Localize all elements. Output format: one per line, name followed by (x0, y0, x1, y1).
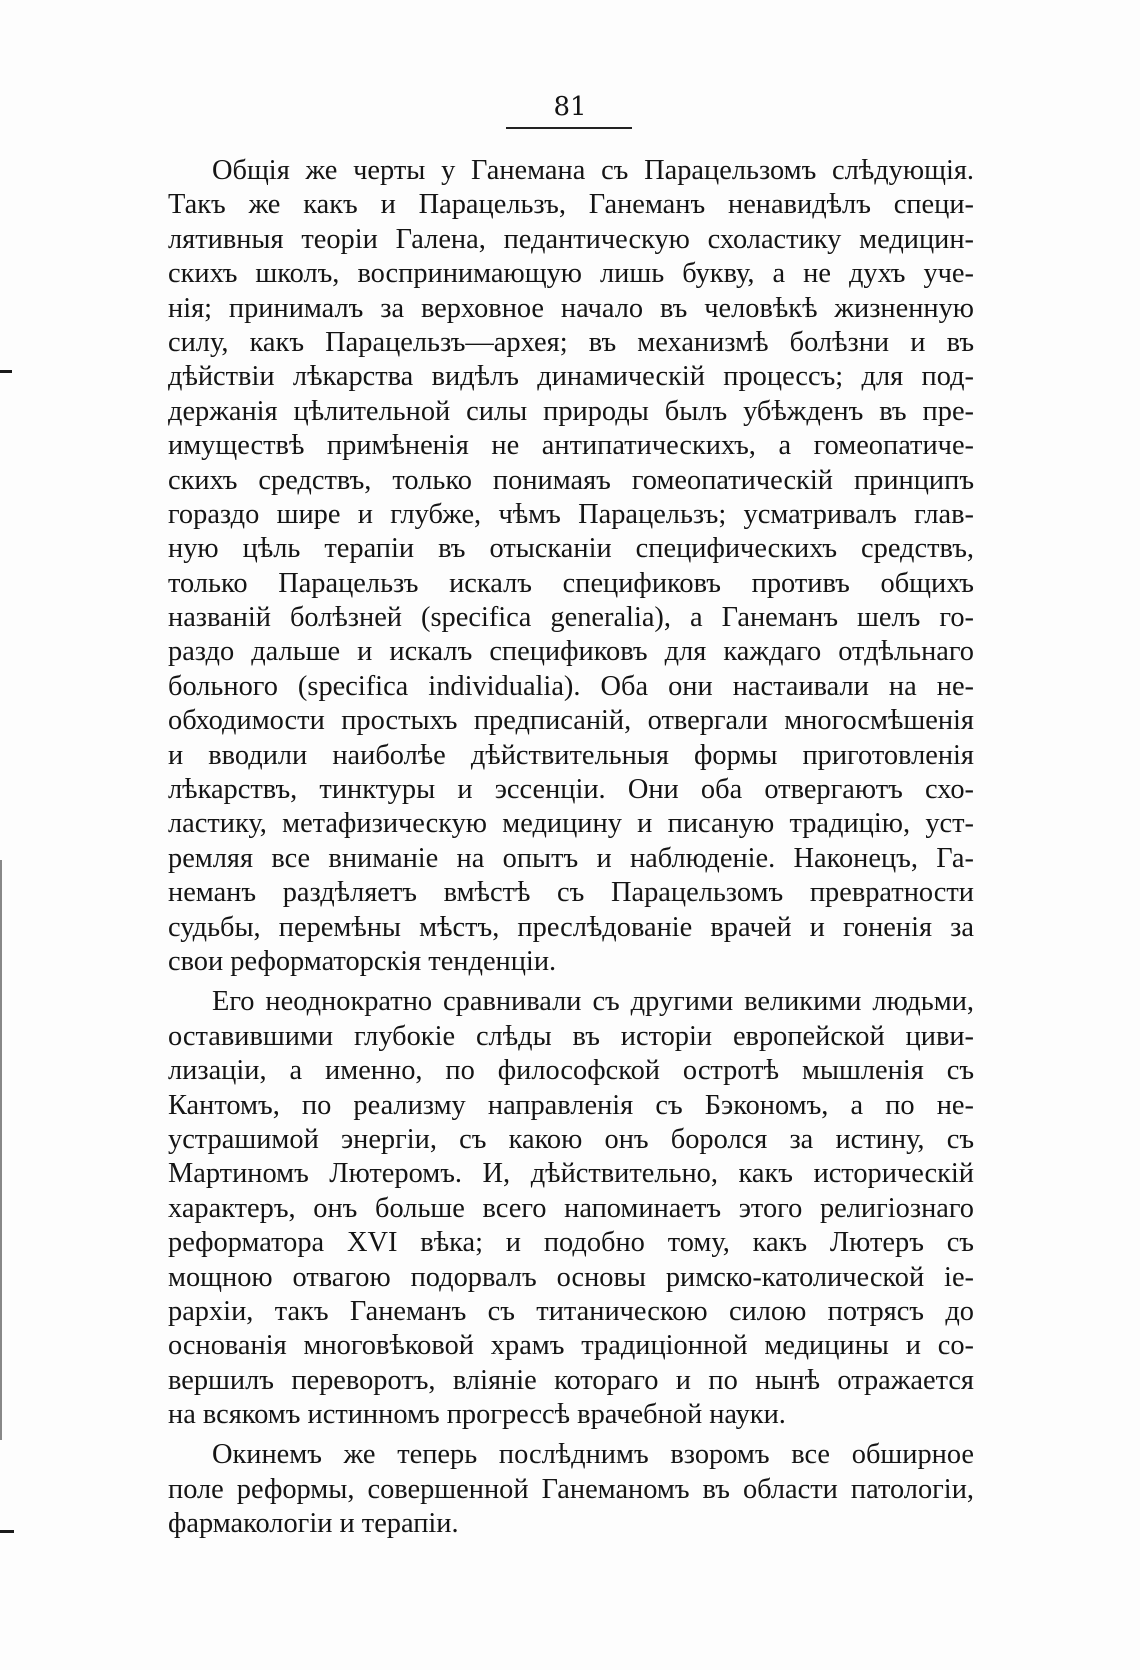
text-line: имуществѣ примѣненія не антипатическихъ, а гомеопатиче- (168, 430, 974, 462)
text-line: свои реформаторскія тенденціи. (168, 945, 557, 977)
paragraph (168, 1438, 974, 1541)
text-line: Его неоднократно сравнивали съ другими великими людьми, (212, 986, 974, 1018)
text-line: названій болѣзней (specifica generalia), а Ганеманъ шелъ го- (168, 602, 974, 634)
text-line: Кантомъ, по реализму направленія съ Бэкономъ, а по не- (168, 1089, 974, 1121)
text-line: дѣйствіи лѣкарства видѣлъ динамическій процессъ; для под- (168, 361, 974, 393)
text-line: только Парацельзъ искалъ спецификовъ противъ общихъ (168, 567, 974, 599)
left-margin-tick (0, 370, 12, 373)
text-line: оставившими глубокіе слѣды въ исторіи европейской циви- (168, 1020, 974, 1052)
text-line: скихъ школъ, воспринимающую лишь букву, а не духъ уче- (168, 258, 974, 290)
text-line: на всякомъ истинномъ прогрессѣ врачебной науки. (168, 1399, 786, 1431)
text-line: Окинемъ же теперь послѣднимъ взоромъ все обширное (212, 1439, 974, 1471)
text-line: гораздо шире и глубже, чѣмъ Парацельзъ; усматривалъ глав- (168, 498, 974, 530)
left-margin-tick (0, 1530, 14, 1533)
paragraph (168, 154, 974, 979)
text-line: лятивныя теоріи Галена, педантическую схоластику медицин- (168, 223, 974, 255)
left-margin-line (0, 860, 2, 1440)
text-line: поле реформы, совершенной Ганеманомъ въ области патологіи, (168, 1473, 974, 1505)
text-line: ную цѣль терапіи въ отысканіи специфическихъ средствъ, (168, 533, 974, 565)
text-line: основанія многовѣковой храмъ традиціонной медицины и со- (168, 1330, 974, 1362)
page-number: 81 (553, 92, 587, 122)
text-line: лѣкарствъ, тинктуры и эссенціи. Они оба отвергаютъ схо- (168, 774, 974, 806)
text-line: скихъ средствъ, только понимаяъ гомеопатическій принципъ (168, 464, 974, 496)
text-line: характеръ, онъ больше всего напоминаетъ этого религіознаго (168, 1192, 974, 1224)
body-text (168, 154, 974, 1548)
text-line: нія; принималъ за верховное начало въ человѣкѣ жизненную (168, 292, 974, 324)
text-line: неманъ раздѣляетъ вмѣстѣ съ Парацельзомъ превратности (168, 877, 974, 909)
text-line: и вводили наиболѣе дѣйствительныя формы приготовленія (168, 739, 974, 771)
text-line: реформатора XVI вѣка; и подобно тому, какъ Лютеръ съ (168, 1227, 974, 1259)
text-line: устрашимой энергіи, съ какою онъ боролся за истину, съ (168, 1123, 974, 1155)
paragraph (168, 985, 974, 1432)
text-line: фармакологіи и терапіи. (168, 1508, 459, 1540)
text-line: держанія цѣлительной силы природы былъ убѣжденъ въ пре- (168, 395, 974, 427)
text-line: судьбы, перемѣны мѣстъ, преслѣдованіе врачей и гоненія за (168, 911, 974, 943)
text-line: Общія же черты у Ганемана съ Парацельзомъ слѣдующія. (212, 155, 974, 186)
text-line: Такъ же какъ и Парацельзъ, Ганеманъ ненавидѣлъ специ- (168, 189, 974, 221)
text-line: лизаціи, а именно, по философской остротѣ мышленія съ (168, 1055, 974, 1087)
text-line: больного (specifica individualia). Оба они настаивали на не- (168, 670, 974, 702)
text-line: раздо дальше и искалъ спецификовъ для каждаго отдѣльнаго (168, 636, 974, 668)
text-line: Мартиномъ Лютеромъ. И, дѣйствительно, какъ историческій (168, 1158, 974, 1190)
text-line: ремляя все вниманіе на опытъ и наблюденіе. Наконецъ, Га- (168, 842, 974, 874)
text-line: ластику, метафизическую медицину и писаную традицію, уст- (168, 808, 974, 840)
text-line: мощною отвагою подорвалъ основы римско-католической іе- (168, 1261, 974, 1293)
text-line: рархіи, такъ Ганеманъ съ титаническою силою потрясъ до (168, 1295, 974, 1327)
text-line: силу, какъ Парацельзъ—архея; въ механизмѣ болѣзни и въ (168, 326, 974, 358)
text-line: вершилъ переворотъ, вліяніе котораго и по нынѣ отражается (168, 1364, 974, 1396)
page-number-rule (506, 127, 632, 129)
text-line: обходимости простыхъ предписаній, отвергали многосмѣшенія (168, 705, 974, 737)
